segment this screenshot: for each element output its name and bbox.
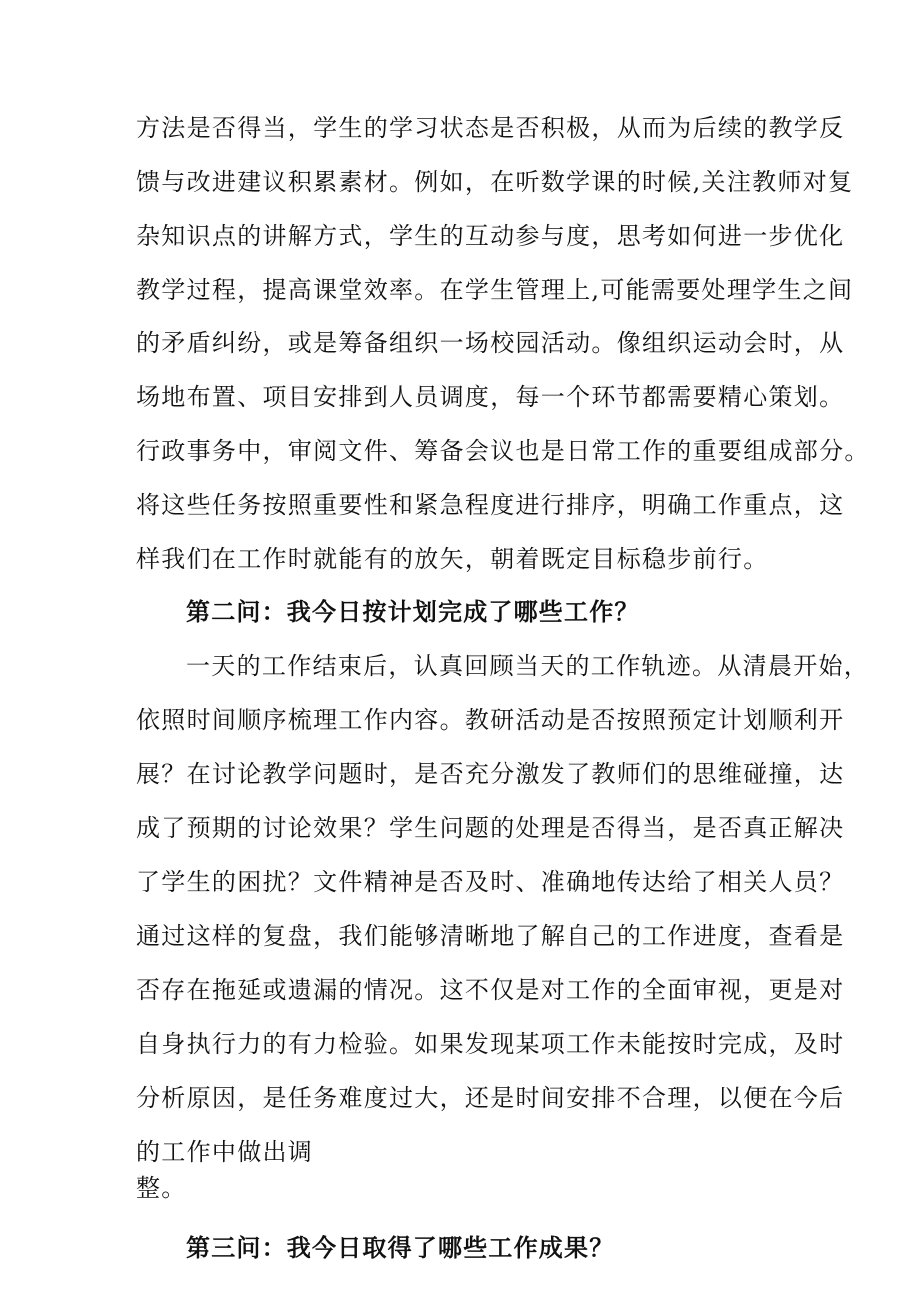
paragraph-line: 否存在拖延或遗漏的情况。这不仅是对工作的全面审视，更是对 (136, 976, 845, 1004)
paragraph-line: 整。 (136, 1174, 187, 1202)
paragraph-line: 分析原因，是任务难度过大，还是时间安排不合理，以便在今后 (136, 1084, 845, 1112)
paragraph-line: 了学生的困扰？文件精神是否及时、准确地传达给了相关人员？ (136, 868, 845, 896)
paragraph-line: 馈与改进建议积累素材。例如，在听数学课的时候,关注教师对复 (136, 168, 854, 196)
paragraph-line: 自身执行力的有力检验。如果发现某项工作未能按时完成，及时 (136, 1030, 845, 1058)
paragraph-line: 教学过程，提高课堂效率。在学生管理上,可能需要处理学生之间 (136, 276, 854, 304)
section-heading-3: 第三问：我今日取得了哪些工作成果？ (186, 1234, 615, 1262)
paragraph-line: 行政事务中，审阅文件、筹备会议也是日常工作的重要组成部分。 (136, 437, 870, 465)
paragraph-line: 方法是否得当，学生的学习状态是否积极，从而为后续的教学反 (136, 114, 845, 142)
paragraph-line: 通过这样的复盘，我们能够清晰地了解自己的工作进度，查看是 (136, 922, 845, 950)
paragraph-line: 成了预期的讨论效果？学生问题的处理是否得当，是否真正解决 (136, 814, 845, 842)
paragraph-line: 展？在讨论教学问题时，是否充分激发了教师们的思维碰撞，达 (136, 760, 845, 788)
paragraph-line: 一天的工作结束后，认真回顾当天的工作轨迹。从清晨开始， (186, 652, 870, 680)
paragraph-line: 将这些任务按照重要性和紧急程度进行排序，明确工作重点，这 (136, 491, 845, 519)
section-heading-2: 第二问：我今日按计划完成了哪些工作？ (186, 598, 640, 626)
paragraph-line: 的矛盾纠纷，或是筹备组织一场校园活动。像组织运动会时，从 (136, 329, 845, 357)
paragraph-line: 的工作中做出调 (136, 1138, 314, 1166)
paragraph-line: 样我们在工作时就能有的放矢，朝着既定目标稳步前行。 (136, 545, 769, 573)
paragraph-line: 场地布置、项目安排到人员调度，每一个环节都需要精心策划。 (136, 383, 845, 411)
paragraph-line: 依照时间顺序梳理工作内容。教研活动是否按照预定计划顺利开 (136, 706, 845, 734)
paragraph-line: 杂知识点的讲解方式，学生的互动参与度，思考如何进一步优化 (136, 222, 845, 250)
